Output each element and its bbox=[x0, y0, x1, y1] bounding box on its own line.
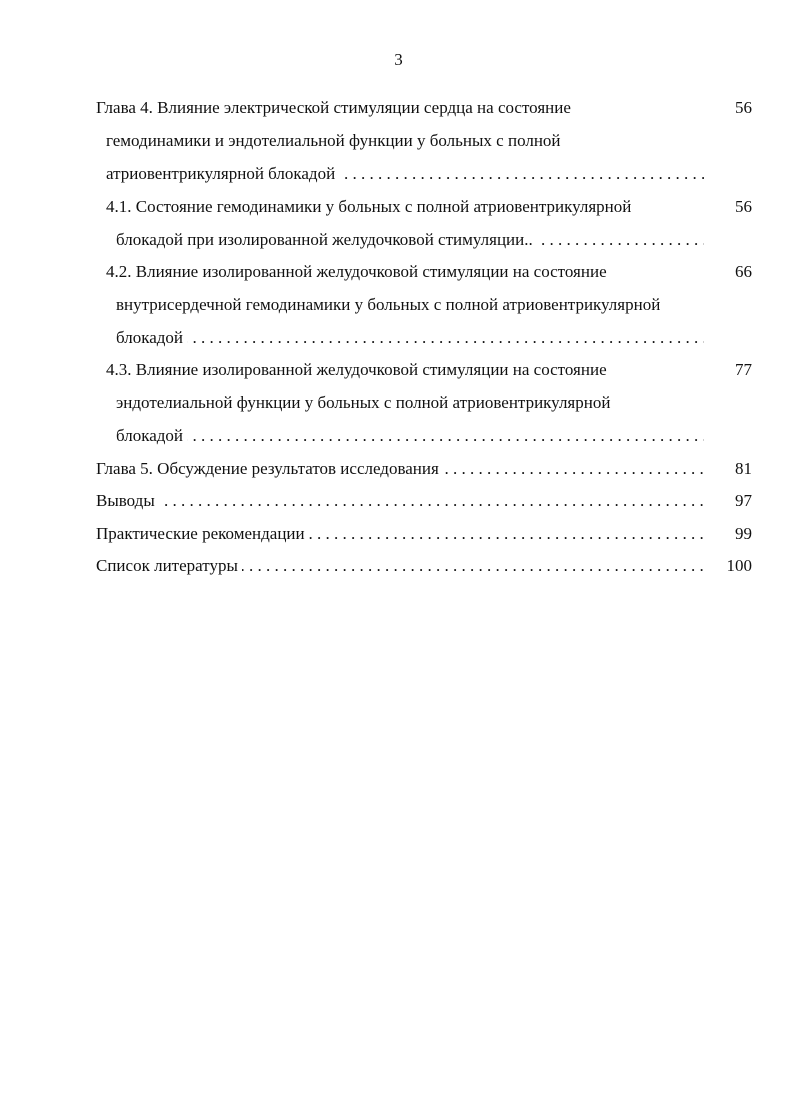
toc-line: Глава 4. Влияние электрической стимуляции сердца на состояние bbox=[96, 96, 696, 120]
toc-page-number: 100 bbox=[726, 556, 752, 575]
toc-line-leader: блокадой . . . bbox=[116, 424, 704, 448]
toc-line-leader: Список литературы . . . bbox=[96, 554, 704, 578]
toc-line: внутрисердечной гемодинамики у больных с полной атриовентрикулярной bbox=[116, 293, 706, 317]
toc-line-leader: Глава 5. Обсуждение результатов исследования . . . bbox=[96, 457, 704, 481]
toc-line-leader: блокадой при изолированной желудочковой стимуляции.. . . . bbox=[116, 228, 704, 252]
toc-line: гемодинамики и эндотелиальной функции у больных с полной bbox=[106, 129, 696, 153]
toc-line: 4.2. Влияние изолированной желудочковой стимуляции на состояние bbox=[106, 260, 706, 284]
toc-page-number: 97 bbox=[735, 491, 752, 510]
toc-line-leader: атриовентрикулярной блокадой . . . bbox=[106, 162, 704, 186]
page-number: 3 bbox=[394, 50, 403, 69]
toc-page-number: 99 bbox=[735, 524, 752, 543]
toc-page-number: 81 bbox=[735, 459, 752, 478]
toc-line: эндотелиальной функции у больных с полной атриовентрикулярной bbox=[116, 391, 706, 415]
toc-line-leader: блокадой . . . bbox=[116, 326, 704, 350]
toc-page-number: 66 bbox=[735, 262, 752, 281]
toc-page-number: 56 bbox=[735, 197, 752, 216]
toc-line: 4.1. Состояние гемодинамики у больных с полной атриовентрикулярной bbox=[106, 195, 706, 219]
toc-line: 4.3. Влияние изолированной желудочковой стимуляции на состояние bbox=[106, 358, 706, 382]
toc-line-leader: Выводы . . . bbox=[96, 489, 704, 513]
toc-line-leader: Практические рекомендации . . . bbox=[96, 522, 704, 546]
toc-page-number: 77 bbox=[735, 360, 752, 379]
toc-page-number: 56 bbox=[735, 98, 752, 117]
